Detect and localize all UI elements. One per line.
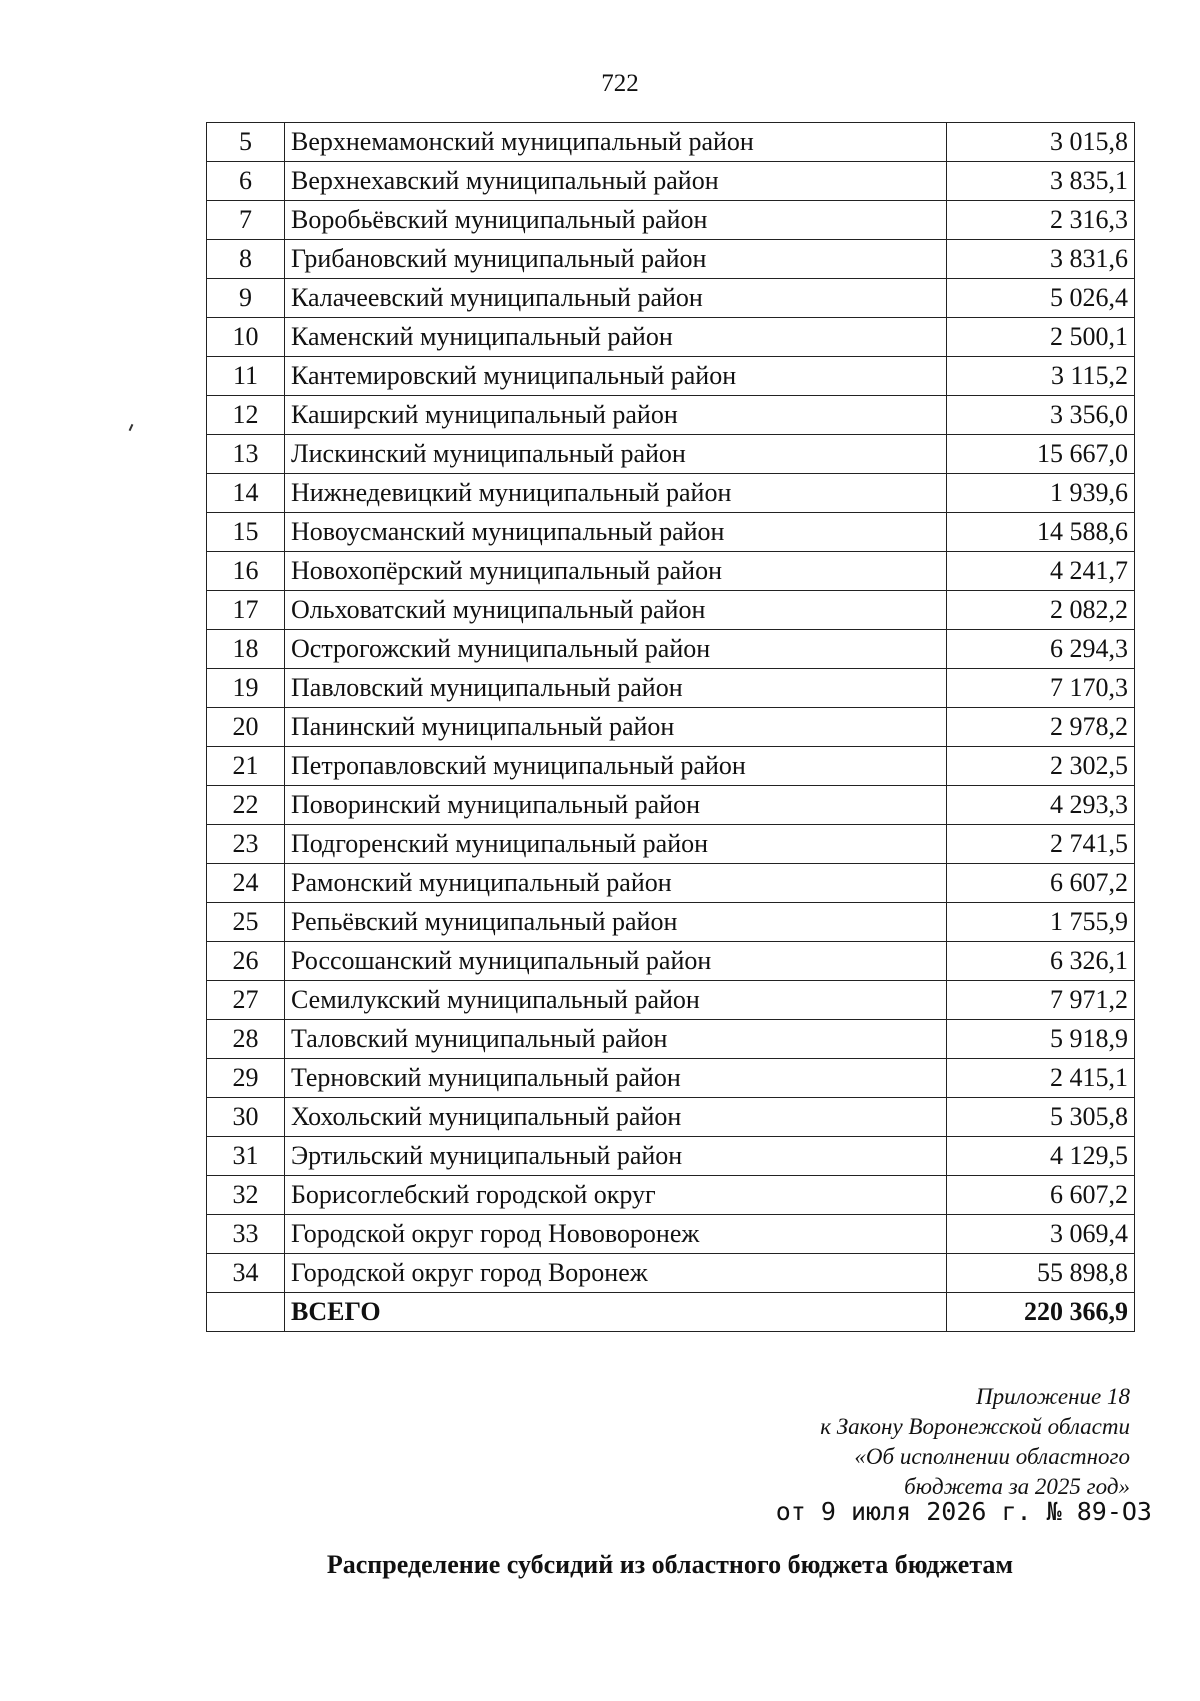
row-number: 10 [207, 318, 285, 357]
row-number: 5 [207, 123, 285, 162]
row-district-name: Подгоренский муниципальный район [285, 825, 947, 864]
row-number: 27 [207, 981, 285, 1020]
row-district-name: Таловский муниципальный район [285, 1020, 947, 1059]
row-number: 17 [207, 591, 285, 630]
row-district-name: Каширский муниципальный район [285, 396, 947, 435]
row-value: 7 971,2 [947, 981, 1135, 1020]
table-row [207, 123, 1135, 162]
row-value: 6 607,2 [947, 1176, 1135, 1215]
row-value: 3 356,0 [947, 396, 1135, 435]
row-value: 1 939,6 [947, 474, 1135, 513]
row-district-name: Репьёвский муниципальный район [285, 903, 947, 942]
table-row [207, 318, 1135, 357]
row-district-name: Хохольский муниципальный район [285, 1098, 947, 1137]
table-row [207, 552, 1135, 591]
table-row [207, 1059, 1135, 1098]
table-row [207, 357, 1135, 396]
row-value: 6 294,3 [947, 630, 1135, 669]
table-body [207, 123, 1135, 1332]
table-row [207, 1254, 1135, 1293]
annex-line: бюджета за 2025 год» [904, 1474, 1130, 1499]
row-number: 28 [207, 1020, 285, 1059]
section-heading: Распределение субсидий из областного бюджета бюджетам [326, 1550, 1014, 1579]
row-number: 29 [207, 1059, 285, 1098]
row-number: 16 [207, 552, 285, 591]
row-value: 3 115,2 [947, 357, 1135, 396]
row-value: 5 026,4 [947, 279, 1135, 318]
row-value: 2 741,5 [947, 825, 1135, 864]
row-district-name: Петропавловский муниципальный район [285, 747, 947, 786]
table-row [207, 669, 1135, 708]
row-district-name: Семилукский муниципальный район [285, 981, 947, 1020]
table-row [207, 201, 1135, 240]
row-value: 3 831,6 [947, 240, 1135, 279]
annex-line: к Закону Воронежской области [820, 1414, 1130, 1439]
row-value: 6 326,1 [947, 942, 1135, 981]
row-number: 13 [207, 435, 285, 474]
row-value: 2 500,1 [947, 318, 1135, 357]
table-row [207, 396, 1135, 435]
row-value: 3 835,1 [947, 162, 1135, 201]
row-value: 4 241,7 [947, 552, 1135, 591]
row-number: 33 [207, 1215, 285, 1254]
table-row [207, 474, 1135, 513]
table-row [207, 1098, 1135, 1137]
row-district-name: Новохопёрский муниципальный район [285, 552, 947, 591]
table-row [207, 942, 1135, 981]
row-number: 34 [207, 1254, 285, 1293]
row-number: 11 [207, 357, 285, 396]
row-value: 2 415,1 [947, 1059, 1135, 1098]
row-district-name: Каменский муниципальный район [285, 318, 947, 357]
row-number: 30 [207, 1098, 285, 1137]
row-value: 2 316,3 [947, 201, 1135, 240]
row-district-name: Грибановский муниципальный район [285, 240, 947, 279]
row-district-name: Панинский муниципальный район [285, 708, 947, 747]
row-number: 9 [207, 279, 285, 318]
row-number: 31 [207, 1137, 285, 1176]
row-number: 32 [207, 1176, 285, 1215]
row-district-name: Лискинский муниципальный район [285, 435, 947, 474]
table-row [207, 1215, 1135, 1254]
row-value: 4 129,5 [947, 1137, 1135, 1176]
row-district-name: Павловский муниципальный район [285, 669, 947, 708]
row-value: 15 667,0 [947, 435, 1135, 474]
table-row [207, 435, 1135, 474]
row-number: 15 [207, 513, 285, 552]
row-value: 6 607,2 [947, 864, 1135, 903]
row-district-name: Верхнехавский муниципальный район [285, 162, 947, 201]
row-value: 3 069,4 [947, 1215, 1135, 1254]
annex-line: Приложение 18 [975, 1384, 1130, 1409]
row-number: 25 [207, 903, 285, 942]
row-number: 26 [207, 942, 285, 981]
row-number: 24 [207, 864, 285, 903]
row-district-name: Ольховатский муниципальный район [285, 591, 947, 630]
row-number: 7 [207, 201, 285, 240]
row-district-name: ВСЕГО [285, 1293, 947, 1332]
row-number: 12 [207, 396, 285, 435]
row-number: 23 [207, 825, 285, 864]
law-date-stamp: от 9 июля 2026 г. № 89-ОЗ [775, 1497, 1152, 1526]
row-value: 2 082,2 [947, 591, 1135, 630]
row-number: 22 [207, 786, 285, 825]
row-number: 18 [207, 630, 285, 669]
row-district-name: Терновский муниципальный район [285, 1059, 947, 1098]
row-number: 19 [207, 669, 285, 708]
row-number [207, 1293, 285, 1332]
row-number: 14 [207, 474, 285, 513]
row-district-name: Поворинский муниципальный район [285, 786, 947, 825]
row-number: 6 [207, 162, 285, 201]
table-row [207, 162, 1135, 201]
row-value: 14 588,6 [947, 513, 1135, 552]
table-row [207, 1137, 1135, 1176]
table-row [207, 591, 1135, 630]
row-value: 220 366,9 [947, 1293, 1135, 1332]
table-row [207, 903, 1135, 942]
table-row [207, 825, 1135, 864]
scan-speck [129, 424, 134, 431]
row-value: 4 293,3 [947, 786, 1135, 825]
table-row [207, 630, 1135, 669]
table-row [207, 786, 1135, 825]
page-number: 722 [601, 70, 639, 97]
row-value: 55 898,8 [947, 1254, 1135, 1293]
row-district-name: Рамонский муниципальный район [285, 864, 947, 903]
table-row [207, 1020, 1135, 1059]
row-district-name: Воробьёвский муниципальный район [285, 201, 947, 240]
table-row [207, 513, 1135, 552]
row-district-name: Верхнемамонский муниципальный район [285, 123, 947, 162]
row-district-name: Городской округ город Воронеж [285, 1254, 947, 1293]
table-row [207, 240, 1135, 279]
annex-reference [530, 1382, 1130, 1502]
table-row [207, 747, 1135, 786]
row-district-name: Острогожский муниципальный район [285, 630, 947, 669]
row-district-name: Кантемировский муниципальный район [285, 357, 947, 396]
annex-line: «Об исполнении областного [854, 1444, 1130, 1469]
table-row [207, 708, 1135, 747]
row-value: 2 302,5 [947, 747, 1135, 786]
row-value: 5 305,8 [947, 1098, 1135, 1137]
row-district-name: Калачеевский муниципальный район [285, 279, 947, 318]
subsidy-table [206, 122, 1135, 1332]
row-district-name: Нижнедевицкий муниципальный район [285, 474, 947, 513]
row-district-name: Эртильский муниципальный район [285, 1137, 947, 1176]
row-value: 3 015,8 [947, 123, 1135, 162]
row-value: 5 918,9 [947, 1020, 1135, 1059]
table-row [207, 1176, 1135, 1215]
row-number: 20 [207, 708, 285, 747]
row-district-name: Россошанский муниципальный район [285, 942, 947, 981]
row-number: 21 [207, 747, 285, 786]
table-total-row [207, 1293, 1135, 1332]
row-value: 1 755,9 [947, 903, 1135, 942]
row-district-name: Городской округ город Нововоронеж [285, 1215, 947, 1254]
table-row [207, 279, 1135, 318]
row-value: 7 170,3 [947, 669, 1135, 708]
row-value: 2 978,2 [947, 708, 1135, 747]
table-row [207, 864, 1135, 903]
table-row [207, 981, 1135, 1020]
row-district-name: Новоусманский муниципальный район [285, 513, 947, 552]
row-district-name: Борисоглебский городской округ [285, 1176, 947, 1215]
row-number: 8 [207, 240, 285, 279]
